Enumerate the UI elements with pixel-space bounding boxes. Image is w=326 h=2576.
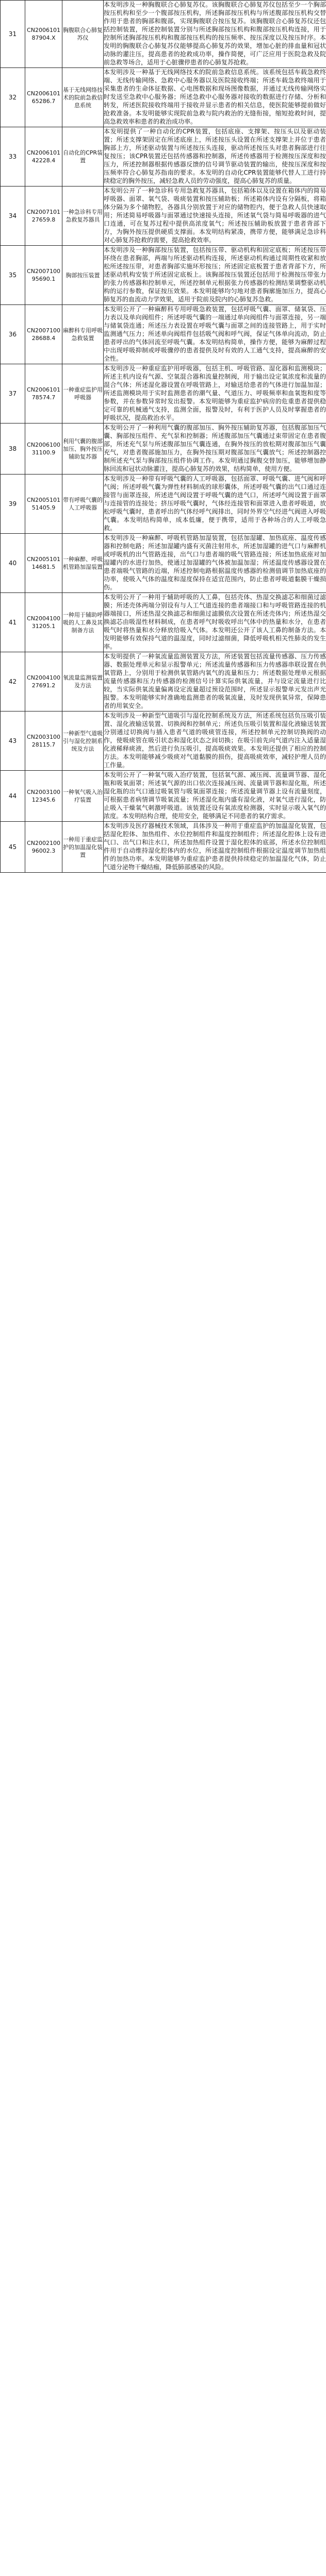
row-number-text: 42 xyxy=(8,677,17,685)
patent-id xyxy=(25,474,62,534)
patent-abstract-text: 本发明涉及一种麻醉、呼吸机管路加湿装置，包括加湿罐、加热底座、温度传感器和控制电路；所述加湿罐内盛有灭菌注射用水，所述加湿罐的进气口与麻醉机或呼吸机的出气管路连接，出气口与患者端的吸气管路连接；所述加热底座对加湿罐内的水进行加热，使通过加湿罐的气体被加温加湿；所述温度传感器设置在患者端吸气管路的近端，所述控制电路根据温度传感器的检测值调节加热底座的功率，使吸入气体的温度和湿度保持在适宜范围内，防止患者呼吸道黏膜干燥损伤。 xyxy=(104,534,326,591)
patent-abstract-text: 本发明公开了一种利用气囊的腹部加压、胸外按压辅助复苏器，包括腹部加压气囊、胸部按压组件、充气泵和控制器；所述腹部加压气囊通过束带固定在患者腹部，所述充气泵与所述腹部加压气囊连通，在胸外按压的放松期对腹部加压气囊充气，对患者腹部施加压力，在胸外按压期对腹部加压气囊放气；所述控制器控制所述充气泵与胸部按压组件协调工作。本发明通过胸腹交替加压，能够增加静脉回流和冠状动脉灌注，提高心肺复苏的效果，结构简单，使用方便。 xyxy=(104,424,326,472)
patent-name xyxy=(62,593,104,652)
patent-name xyxy=(62,423,104,474)
patent-abstract-text: 本发明公开了一种氧气吸入治疗装置，包括氧气源、减压阀、流量调节器、湿化瓶和吸氧面罩；所述氧气源的出口依次连接减压阀、流量调节器和湿化瓶，所述湿化瓶的出气口通过吸氧管与吸氧面罩连接；所述流量调节器上设有流量刻度，可根据患者病情调节吸氧流量；所述湿化瓶内盛有湿化液，对氧气进行湿化，防止吸入干燥氧气刺激呼吸道。该装置还设有氧浓度检测器，实时显示吸入氧气的浓度。本发明结构合理，使用安全，能够满足不同患者的氧疗需求。 xyxy=(104,771,326,820)
patent-name-text: 一种麻醉、呼吸机管路加湿装置 xyxy=(63,556,103,570)
row-number-text: 40 xyxy=(8,559,17,567)
table-row xyxy=(1,246,326,305)
patent-abstract xyxy=(104,187,326,246)
patent-abstract xyxy=(104,652,326,711)
patent-abstract xyxy=(104,822,326,873)
patent-id xyxy=(25,364,62,423)
row-number xyxy=(1,305,25,364)
patent-name-text: 氧流量监测装置及方法 xyxy=(63,674,103,689)
patent-id-text: CN200610142228.4 xyxy=(27,149,60,164)
patent-name xyxy=(62,68,104,127)
patent-id xyxy=(25,711,62,771)
row-number-text: 44 xyxy=(8,792,17,800)
patent-id xyxy=(25,423,62,474)
patent-id xyxy=(25,1,62,68)
row-number-text: 43 xyxy=(8,737,17,744)
row-number xyxy=(1,711,25,771)
table-row xyxy=(1,593,326,652)
patent-name-text: 胸部按压装置 xyxy=(66,272,100,279)
patent-name xyxy=(62,1,104,68)
patent-abstract-text: 本发明涉及一种基于无线网络技术的院前急救信息系统。该系统包括车载急救终端、无线传输网络、急救中心服务器以及医院接收终端；所述车载急救终端用于采集患者的生命体征数据、心电图数据和现场图像数据，并通过无线传输网络实时发送至急救中心服务器；所述急救中心服务器对接收的数据进行存储、分析和转发，所述医院接收终端用于接收并显示患者的相关信息，使医院能够提前做好抢救准备。本发明能够实现院前急救与院内救治的无缝衔接，缩短抢救时间，提高急救效率和患者的救治成功率。 xyxy=(104,69,326,125)
patent-id-text: CN200410027691.2 xyxy=(27,674,60,689)
patent-name-text: 带有呼吸气囊的人工呼吸器 xyxy=(63,497,103,511)
patent-abstract xyxy=(104,246,326,305)
patent-id xyxy=(25,652,62,711)
patent-id-text: CN200310028115.7 xyxy=(27,734,60,748)
patent-id-text: CN200610178574.7 xyxy=(27,386,60,401)
patent-name xyxy=(62,822,104,873)
patent-name-text: 麻醉科专用呼吸急救装置 xyxy=(63,327,103,342)
table-row xyxy=(1,822,326,873)
patent-abstract-text: 本发明提供了一种氧流量监测装置及方法，所述装置包括流量传感器、压力传感器、数据处理单元和显示报警单元；所述流量传感器和压力传感器串联设置在供氧管路上，分别用于检测供氧管路内氧气的流量和压力；所述数据处理单元根据流量传感器和压力传感器的检测信号计算实际供氧流量，并与设定流量进行比较，当实际供氧流量偏离设定流量超过预设范围时，所述显示报警单元发出声光报警。本发明能够实时准确地监测患者的吸氧流量，及时发现供氧异常，保障患者的用氧安全。 xyxy=(104,653,326,709)
row-number-text: 33 xyxy=(8,152,17,160)
row-number-text: 37 xyxy=(8,389,17,397)
row-number xyxy=(1,534,25,593)
patent-abstract xyxy=(104,711,326,771)
patent-id-text: CN200610165286.7 xyxy=(27,90,60,105)
patent-id-text: CN200210096002.3 xyxy=(27,840,60,854)
table-row xyxy=(1,127,326,187)
patent-table xyxy=(0,0,326,873)
patent-name-text: 一种急诊科专用急救复苏器具 xyxy=(63,209,103,223)
patent-name-text: 基于无线网络技术的院前急救信息系统 xyxy=(63,86,103,109)
table-row xyxy=(1,652,326,711)
table-row xyxy=(1,364,326,423)
patent-abstract-text: 本发明涉及医疗器械技术领域，具体涉及一种用于重症监护的加温湿化装置，包括湿化腔体、加热组件、水位控制组件和温度控制组件；所述湿化腔体上设有进气口、出气口和注水口，所述加热组件设置于湿化腔体的底部，所述水位控制组件用于自动维持湿化腔体内的水位，所述温度控制组件根据设定温度调节加热组件的加热功率。本发明能够为重症监护患者提供持续稳定的加温湿化气体，防止气道分泌物干燥结痂，降低肺部感染的风险。 xyxy=(104,822,326,871)
patent-abstract-text: 本发明公开了一种用于辅助呼吸的人工鼻，包括壳体、热湿交换滤芯和细菌过滤膜；所述壳体两端分别设有与人工气道连接的患者端接口和与呼吸管路连接的机器端接口，所述热湿交换滤芯和细菌过滤膜依次设置在所述壳体内；所述热湿交换滤芯由吸湿性材料制成，在患者呼气时吸收呼出气体中的热量和水分，在患者吸气时将热量和水分释放给吸入气体。本发明还公开了该人工鼻的制备方法。本发明能够有效保持气道的温湿度，同时过滤细菌，降低呼吸机相关性肺炎的发生率。 xyxy=(104,594,326,650)
patent-abstract-text: 本发明涉及一种胸腹联合心肺复苏仪。该胸腹联合心肺复苏仪包括至少一个胸部按压机构和至少一个腹部按压机构，所述胸部按压机构与所述腹部按压机构交替作用于患者的胸部和腹部，实现胸腹联合按压复苏。该胸腹联合心肺复苏仪还包括控制装置，所述控制装置分别与所述胸部按压机构和腹部按压机构连接，用于控制所述胸部按压机构和腹部按压机构的按压频率、按压深度以及按压时序。本发明的胸腹联合心肺复苏仪能够提高心肺复苏的效果，增加心脏的排血量和冠状动脉的灌注压，提高患者的抢救成功率，操作简便，可广泛应用于医院急救及院前急救等场合，适用于心脏骤停患者的心肺复苏抢救。 xyxy=(104,1,326,66)
row-number xyxy=(1,1,25,68)
patent-id-text: CN200610187904.X xyxy=(27,27,60,41)
table-row xyxy=(1,771,326,822)
patent-abstract-text: 本发明涉及一种胸部按压装置，包括按压带、驱动机构和固定底板；所述按压带环绕在患者胸部，两端与所述驱动机构连接，所述驱动机构通过周期性收紧和放松所述按压带，对患者胸部实施环形按压；所述固定底板置于患者背部下方，所述驱动机构安装于所述固定底板上。该胸部按压装置还包括用于检测按压带张力的张力传感器和控制单元，所述控制单元根据张力传感器的检测结果调整驱动机构的运行参数，保证按压效果。本发明能够均匀地对患者胸廓施加压力，提高心肺复苏的血流动力学效果，适用于院前及院内的心肺复苏急救。 xyxy=(104,246,326,303)
patent-abstract xyxy=(104,68,326,127)
row-number xyxy=(1,474,25,534)
patent-abstract xyxy=(104,423,326,474)
patent-abstract xyxy=(104,474,326,534)
patent-abstract xyxy=(104,771,326,822)
patent-id-text: CN200610031100.9 xyxy=(27,442,60,456)
patent-name-text: 一种氧气吸入治疗装置 xyxy=(63,789,103,803)
patent-name xyxy=(62,474,104,534)
row-number-text: 32 xyxy=(8,93,17,101)
patent-id-text: CN200510114681.5 xyxy=(27,556,60,570)
patent-name-text: 一种重症监护用呼吸器 xyxy=(63,386,103,401)
row-number xyxy=(1,822,25,873)
table-row xyxy=(1,305,326,364)
row-number xyxy=(1,127,25,187)
patent-id xyxy=(25,246,62,305)
patent-abstract-text: 本发明涉及一种带有呼吸气囊的人工呼吸器，包括面罩、呼吸气囊、进气阀和呼气阀；所述呼吸气囊为弹性材料制成的球形囊体，所述呼吸气囊的出气口通过连接管与面罩连接，所述进气阀设置于呼吸气囊的进气口，所述呼气阀设置于面罩与连接管的连接处；挤压呼吸气囊时，气体经连接管和面罩进入患者呼吸道，放松呼吸气囊时，患者呼出的气体经呼气阀排出，同时外界空气经进气阀进入呼吸气囊。本发明结构简单，成本低廉，便于携带，适用于各种场合的人工呼吸急救。 xyxy=(104,475,326,532)
patent-id-text: CN200710127659.8 xyxy=(27,209,60,223)
table-row xyxy=(1,187,326,246)
patent-name-text: 一种新型气道吸引与湿化控制系统及方法 xyxy=(63,730,103,752)
row-number-text: 38 xyxy=(8,445,17,452)
patent-name xyxy=(62,246,104,305)
patent-name-text: 一种用于重症监护的加温湿化装置 xyxy=(63,836,103,858)
patent-abstract xyxy=(104,364,326,423)
patent-name-text: 胸腹联合心肺复苏仪 xyxy=(63,27,103,41)
row-number-text: 31 xyxy=(8,30,17,38)
row-number-text: 45 xyxy=(8,843,17,851)
patent-id-text: CN200510151405.9 xyxy=(27,497,60,511)
table-row xyxy=(1,534,326,593)
patent-name xyxy=(62,711,104,771)
patent-id xyxy=(25,68,62,127)
patent-name xyxy=(62,652,104,711)
patent-name xyxy=(62,364,104,423)
patent-abstract-text: 本发明提供了一种自动化的CPR装置，包括底座、支撑架、按压头以及驱动装置；所述支撑架固定在所述底座上，所述按压头设置在所述支撑架上并位于患者胸部上方，所述驱动装置与所述按压头连接，驱动所述按压头对患者胸部进行往复按压；该CPR装置还包括传感器和控制器，所述传感器用于检测按压深度和按压力，所述控制器根据传感器反馈的信号调节驱动装置的输出，使按压深度和按压频率符合心肺复苏指南的要求。本发明的自动化CPR装置能够代替人工进行持续稳定的胸外按压，减轻急救人员的劳动强度，提高心肺复苏的质量。 xyxy=(104,128,326,184)
row-number-text: 34 xyxy=(8,212,17,219)
patent-name-text: 利用气囊的腹部加压、胸外按压辅助复苏器 xyxy=(63,437,103,460)
row-number xyxy=(1,68,25,127)
table-row xyxy=(1,68,326,127)
table-row xyxy=(1,711,326,771)
row-number xyxy=(1,771,25,822)
row-number-text: 35 xyxy=(8,271,17,279)
patent-id-text: CN200710095690.1 xyxy=(27,268,60,282)
patent-id xyxy=(25,127,62,187)
table-row xyxy=(1,474,326,534)
patent-abstract xyxy=(104,593,326,652)
row-number xyxy=(1,652,25,711)
patent-name-text: 自动化的CPR装置 xyxy=(63,149,103,164)
patent-name xyxy=(62,127,104,187)
table-row xyxy=(1,1,326,68)
row-number xyxy=(1,364,25,423)
patent-abstract-text: 本发明涉及一种新型气道吸引与湿化控制系统及方法，所述系统包括负压吸引装置、湿化液输送装置、切换阀和控制单元；所述负压吸引装置和湿化液输送装置分别通过切换阀与插入患者气道的吸痰管连接，所述控制单元控制切换阀的动作，使吸痰管在吸引状态和湿化状态之间切换；在吸引前先向气道内注入适量湿化液稀释痰液，然后进行负压吸引，提高吸痰效果。本发明还提供了相应的控制方法。本发明能够减少吸痰对气道黏膜的损伤，提高吸痰效率，减轻护理人员的工作量。 xyxy=(104,712,326,769)
patent-abstract xyxy=(104,1,326,68)
patent-abstract-text: 本发明公开了一种麻醉科专用呼吸急救装置，包括呼吸气囊、面罩、储氧袋、压力表以及单向阀组件；所述呼吸气囊的一端通过单向阀组件与面罩连接，另一端与储氧袋连通；所述压力表设置在呼吸气囊与面罩之间的连接管路上，用于实时监测通气压力；所述单向阀组件包括吸气阀和呼气阀，保证气体单向流动，防止患者呼出的气体回流至呼吸气囊。本发明结构简单，操作方便，能够为麻醉过程中出现呼吸抑制或呼吸骤停的患者提供及时有效的人工通气支持，提高麻醉的安全性。 xyxy=(104,306,326,362)
patent-table-body xyxy=(1,1,326,873)
patent-id xyxy=(25,822,62,873)
patent-abstract-text: 本发明涉及一种重症监护用呼吸器，包括主机、呼吸管路、湿化器和监测模块；所述主机内设有气源、空氧混合器和流量控制阀，用于输出设定氧浓度和流量的混合气体；所述湿化器设置在呼吸管路上，对输送给患者的气体进行加温加湿；所述监测模块用于实时监测患者的潮气量、气道压力、呼吸频率和血氧饱和度等参数，并在参数异常时发出报警。本发明能够为重症监护病房的危重患者提供稳定可靠的机械通气支持，监测全面，报警及时，有利于医护人员及时掌握患者的呼吸状况，提高救治水平。 xyxy=(104,365,326,421)
patent-name xyxy=(62,187,104,246)
patent-id-text: CN200710028688.4 xyxy=(27,327,60,342)
patent-id-text: CN200410031205.1 xyxy=(27,615,60,630)
patent-abstract xyxy=(104,127,326,187)
row-number xyxy=(1,246,25,305)
patent-abstract xyxy=(104,305,326,364)
patent-abstract-text: 本发明公开了一种急诊科专用急救复苏器具，包括箱体以及设置在箱体内的简易呼吸器、面罩、氧气袋、吸痰装置和按压辅助板；所述箱体内设有分隔板，将箱体分隔为多个储物腔，各器具分别放置于对应的储物腔内，便于急救人员快速取用；所述简易呼吸器与面罩通过快速接头连接，所述氧气袋与简易呼吸器的进气口连通，可在复苏过程中提供高浓度氧气；所述按压辅助板放置于患者背部下方，为胸外按压提供硬质支撑面。本发明结构紧凑，携带方便，能够满足急诊科对心肺复苏抢救的需要，提高抢救效率。 xyxy=(104,187,326,244)
patent-id xyxy=(25,187,62,246)
patent-id xyxy=(25,771,62,822)
row-number xyxy=(1,423,25,474)
patent-id xyxy=(25,305,62,364)
row-number xyxy=(1,593,25,652)
table-row xyxy=(1,423,326,474)
row-number xyxy=(1,187,25,246)
patent-name xyxy=(62,771,104,822)
patent-abstract xyxy=(104,534,326,593)
patent-id xyxy=(25,534,62,593)
patent-name xyxy=(62,534,104,593)
patent-id-text: CN200310012345.6 xyxy=(27,789,60,803)
row-number-text: 36 xyxy=(8,330,17,338)
row-number-text: 41 xyxy=(8,618,17,626)
row-number-text: 39 xyxy=(8,500,17,507)
patent-name-text: 一种用于辅助呼吸的人工鼻及其制备方法 xyxy=(63,611,103,634)
patent-name xyxy=(62,305,104,364)
patent-id xyxy=(25,593,62,652)
